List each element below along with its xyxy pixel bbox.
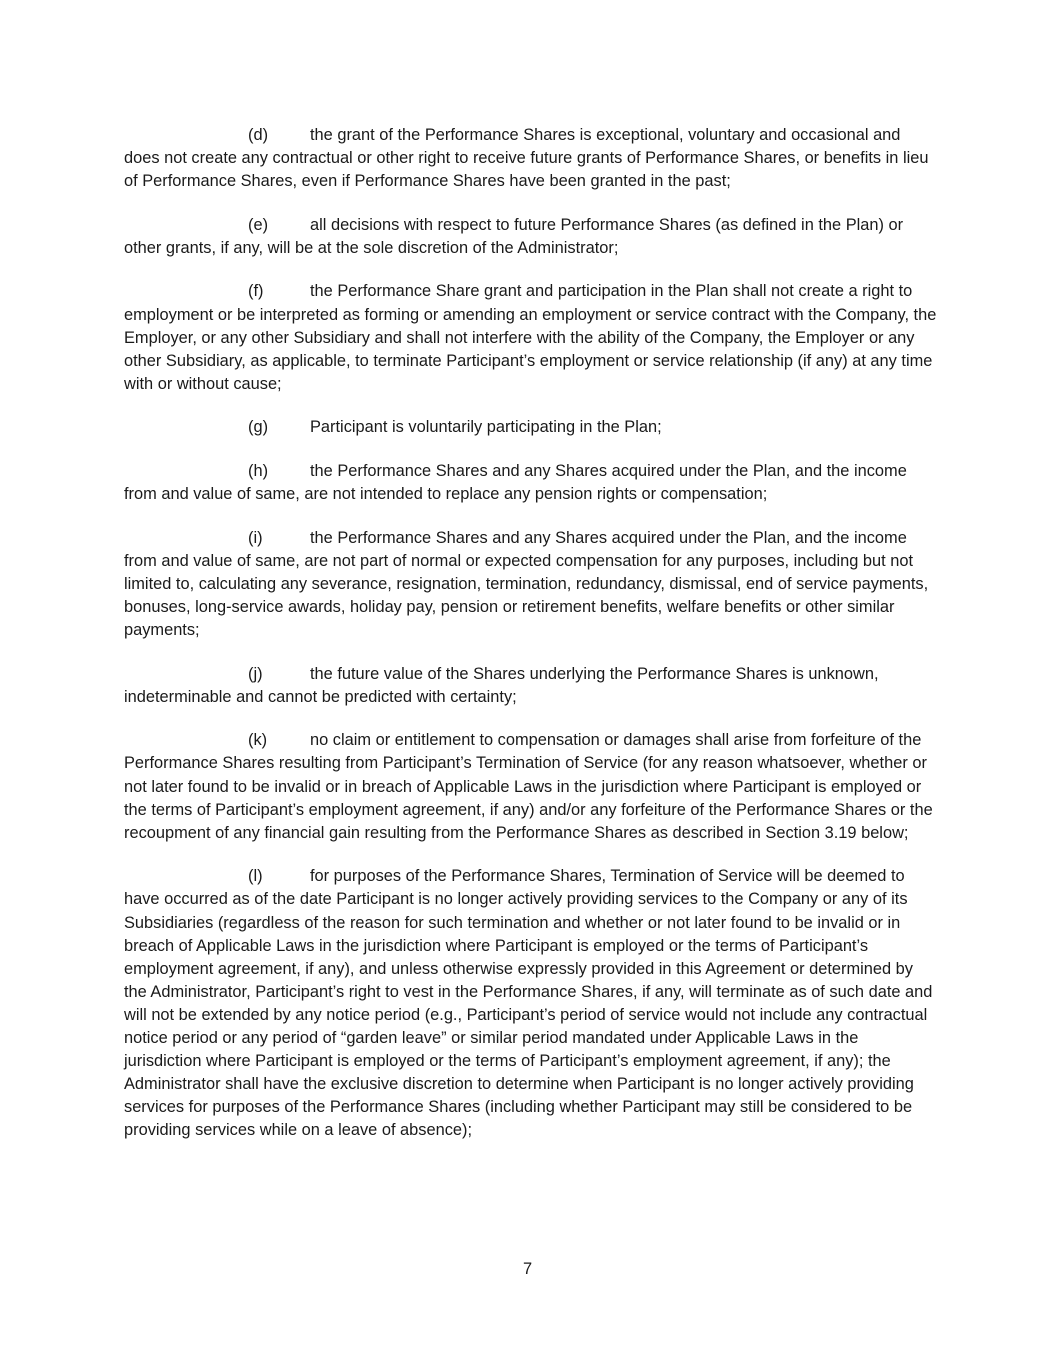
clause-label: (d) bbox=[248, 126, 269, 144]
clause-text: the Performance Shares and any Shares acquired under the Plan, and the income from and value of same, are not part of normal or expected compensation for any purposes, including but not limited to, calculating any severance, resignation, termination, redundancy, dismissal, end of service payments, bonuses, long-service awards, holiday pay, pension or retirement benefits, welfare benefits or other similar payments; bbox=[124, 528, 929, 640]
clause-h bbox=[124, 460, 939, 506]
clause-e bbox=[124, 214, 939, 260]
clause-l bbox=[124, 865, 939, 1142]
clause-text: the grant of the Performance Shares is exceptional, voluntary and occasional and does not create any contractual or other right to receive future grants of Performance Shares, or benefits in lieu of Performance Shares, even if Performance Shares have been granted in the past; bbox=[124, 126, 929, 191]
page-number: 7 bbox=[522, 1260, 533, 1278]
clause-label: (f) bbox=[248, 282, 264, 301]
clause-text: the Performance Shares and any Shares acquired under the Plan, and the income from and value of same, are not intended to replace any pension rights or compensation; bbox=[124, 462, 907, 504]
clause-f bbox=[124, 280, 939, 395]
clause-label: (h) bbox=[248, 462, 269, 481]
clause-text: for purposes of the Performance Shares, Termination of Service will be deemed to have occurred as of the date Participant is no longer actively providing services to the Company or any of its Subsidiaries (regardless of the reason for such termination and whether or not later found to be invalid or in breach of Applicable Laws in the jurisdiction where Participant is employed or the terms of Participant’s employment agreement, if any), and unless otherwise expressly provided in this Agreement or determined by the Administrator, Participant’s right to vest in the Performance Shares, if any, will terminate as of such date and will not be extended by any notice period (e.g., Participant’s period of service would not include any contractual notice period or any period of “garden leave” or similar period mandated under Applicable Laws in the jurisdiction where Participant is employed or the terms of Participant’s employment agreement, if any); the Administrator shall have the exclusive discretion to determine when Participant is no longer actively providing services for purposes of the Performance Shares (including whether Participant may still be considered to be providing services while on a leave of absence); bbox=[124, 867, 933, 1140]
clause-g bbox=[124, 416, 939, 439]
clause-text: Participant is voluntarily participating in the Plan; bbox=[310, 418, 662, 437]
clause-label: (i) bbox=[248, 528, 263, 547]
clause-k bbox=[124, 729, 939, 844]
clause-label: (g) bbox=[248, 418, 269, 437]
clause-j bbox=[124, 663, 939, 709]
clause-label: (k) bbox=[248, 731, 268, 750]
clause-i bbox=[124, 527, 939, 642]
document-body bbox=[124, 124, 939, 1163]
clause-text: all decisions with respect to future Performance Shares (as defined in the Plan) or other grants, if any, will be at the sole discretion of the Administrator; bbox=[124, 215, 904, 257]
clause-text: the future value of the Shares underlying the Performance Shares is unknown, indeterminable and cannot be predicted with certainty; bbox=[124, 664, 879, 706]
clause-label: (e) bbox=[248, 215, 269, 234]
clause-text: no claim or entitlement to compensation or damages shall arise from forfeiture of the Performance Shares resulting from Participant’s Termination of Service (for any reason whatsoever, whether or not later found to be invalid or in breach of Applicable Laws in the jurisdiction where Participant is employed or the terms of Participant’s employment agreement, if any) and/or any forfeiture of the Performance Shares or the recoupment of any financial gain resulting from the Performance Shares as described in Section 3.19 below; bbox=[124, 731, 933, 842]
clause-text: the Performance Share grant and participation in the Plan shall not create a right to employment or be interpreted as forming or amending an employment or service contract with the Company, the Employer, or any other Subsidiary and shall not interfere with the ability of the Company, the Employer or any other Subsidiary, as applicable, to terminate Participant’s employment or service relationship (if any) at any time with or without cause; bbox=[124, 282, 937, 393]
clause-d bbox=[124, 124, 939, 193]
clause-label: (j) bbox=[248, 664, 263, 683]
clause-label: (l) bbox=[248, 867, 263, 886]
